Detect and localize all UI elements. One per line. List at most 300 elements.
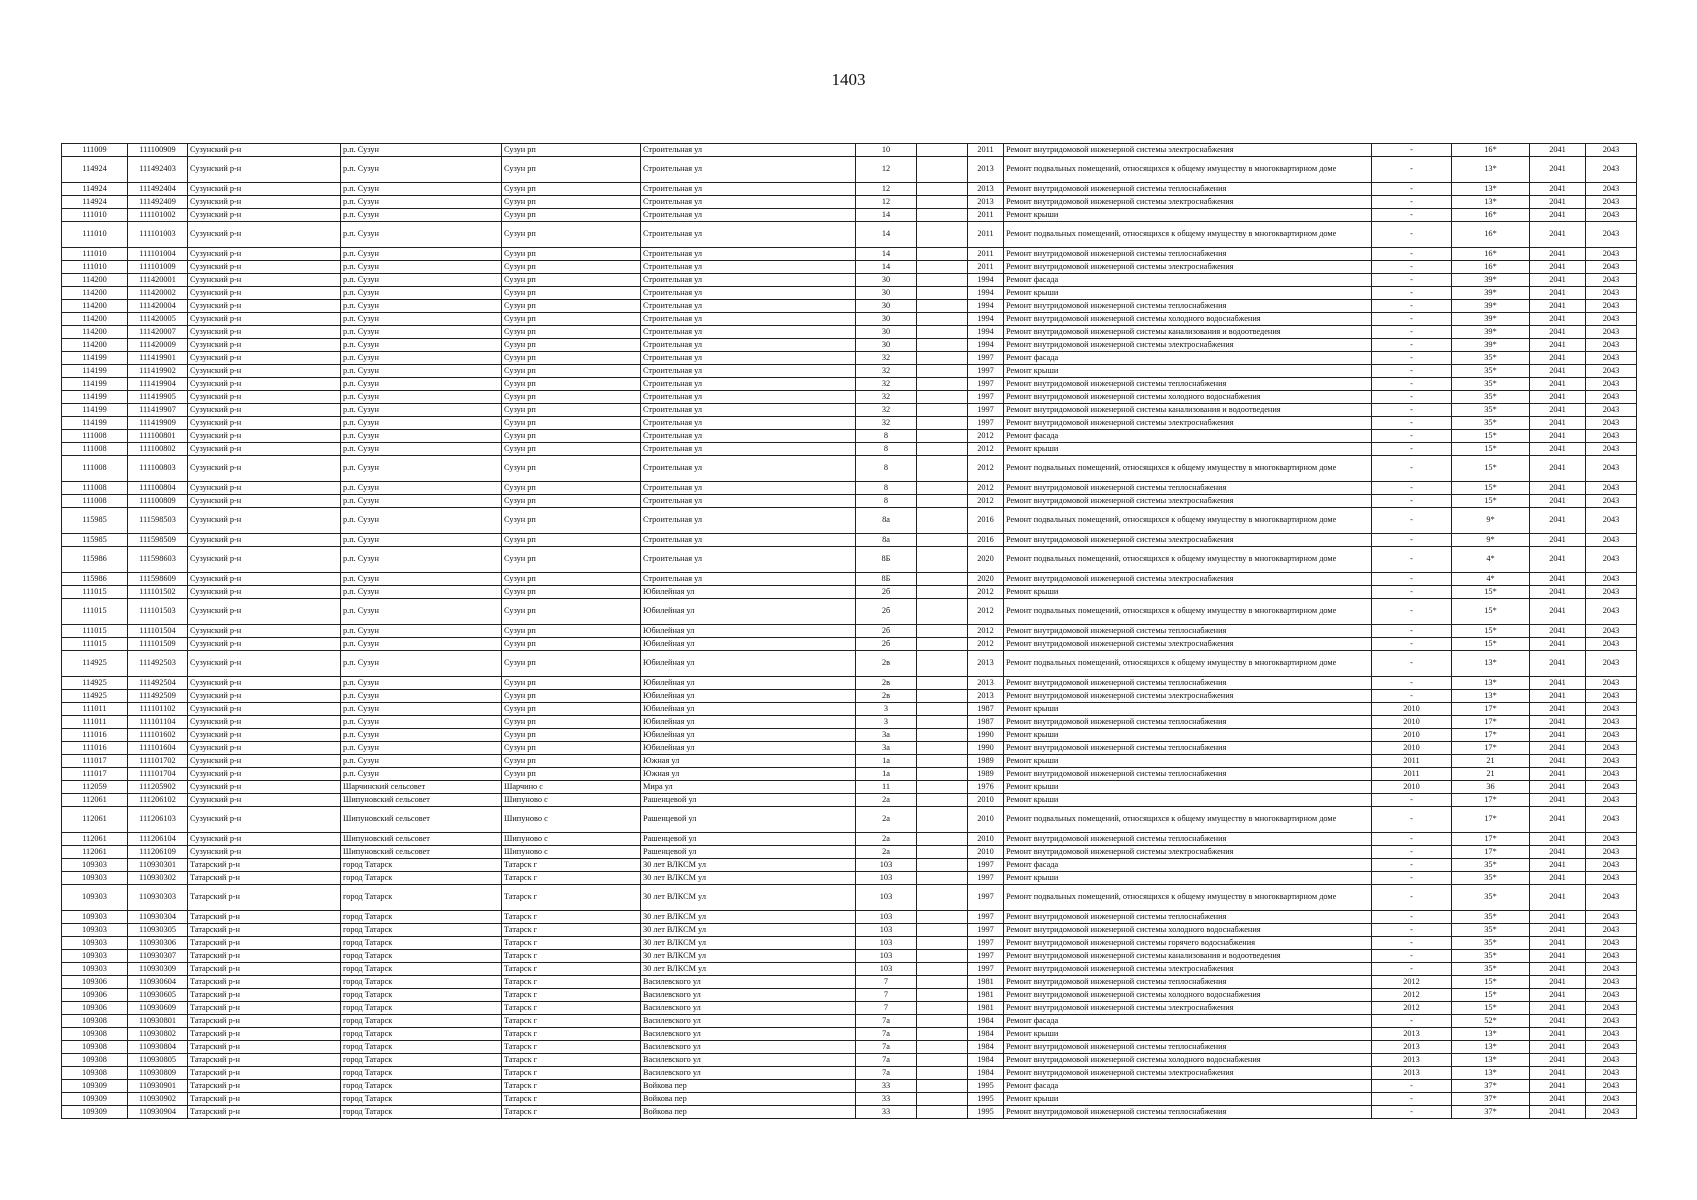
cell-street: Строительная ул: [641, 443, 856, 456]
cell-element-id: 110930309: [128, 963, 188, 976]
cell-house-number: 7а: [856, 1054, 917, 1067]
cell-wear-percent: 39*: [1452, 287, 1530, 300]
cell-district: Сузунский р-н: [188, 846, 341, 859]
cell-plan-start-year: 2041: [1530, 742, 1586, 755]
cell-building: [917, 443, 968, 456]
cell-municipality: р.п. Сузун: [341, 677, 502, 690]
cell-settlement: Татарск г: [502, 1067, 641, 1080]
cell-building: [917, 573, 968, 586]
cell-settlement: Татарск г: [502, 1028, 641, 1041]
cell-last-repair-year: -: [1372, 339, 1452, 352]
cell-house-number: 8: [856, 482, 917, 495]
cell-last-repair-year: -: [1372, 157, 1452, 183]
cell-house-number: 2в: [856, 690, 917, 703]
cell-district: Татарский р-н: [188, 1041, 341, 1054]
cell-street: 30 лет ВЛКСМ ул: [641, 924, 856, 937]
cell-street: Василевского ул: [641, 1067, 856, 1080]
cell-year-built: 1997: [968, 404, 1004, 417]
cell-house-id: 114200: [62, 326, 128, 339]
cell-year-built: 1997: [968, 911, 1004, 924]
table-row: [62, 1002, 1637, 1015]
cell-house-number: 2б: [856, 586, 917, 599]
cell-plan-start-year: 2041: [1530, 573, 1586, 586]
cell-street: Строительная ул: [641, 287, 856, 300]
table-row: [62, 729, 1637, 742]
cell-street: Строительная ул: [641, 274, 856, 287]
cell-house-number: 33: [856, 1080, 917, 1093]
cell-house-id: 112059: [62, 781, 128, 794]
cell-district: Татарский р-н: [188, 872, 341, 885]
cell-plan-start-year: 2041: [1530, 144, 1586, 157]
cell-work-type: Ремонт внутридомовой инженерной системы холодного водоснабжения: [1004, 313, 1372, 326]
cell-street: Юбилейная ул: [641, 716, 856, 729]
table-row: [62, 157, 1637, 183]
cell-district: Сузунский р-н: [188, 651, 341, 677]
cell-municipality: р.п. Сузун: [341, 378, 502, 391]
cell-municipality: город Татарск: [341, 1080, 502, 1093]
cell-house-number: 12: [856, 183, 917, 196]
table-row: [62, 534, 1637, 547]
cell-element-id: 111598503: [128, 508, 188, 534]
cell-year-built: 2010: [968, 833, 1004, 846]
cell-work-type: Ремонт фасада: [1004, 859, 1372, 872]
cell-plan-end-year: 2043: [1586, 924, 1637, 937]
cell-year-built: 2012: [968, 625, 1004, 638]
cell-year-built: 2013: [968, 196, 1004, 209]
cell-work-type: Ремонт крыши: [1004, 209, 1372, 222]
cell-street: Рашенцевой ул: [641, 794, 856, 807]
cell-building: [917, 183, 968, 196]
cell-house-number: 103: [856, 872, 917, 885]
cell-house-id: 109303: [62, 924, 128, 937]
cell-settlement: Сузун рп: [502, 352, 641, 365]
cell-street: Строительная ул: [641, 547, 856, 573]
cell-plan-start-year: 2041: [1530, 495, 1586, 508]
table-row: [62, 313, 1637, 326]
cell-municipality: город Татарск: [341, 859, 502, 872]
cell-settlement: Сузун рп: [502, 534, 641, 547]
table-row: [62, 885, 1637, 911]
cell-building: [917, 248, 968, 261]
cell-plan-start-year: 2041: [1530, 157, 1586, 183]
cell-street: Войкова пер: [641, 1106, 856, 1119]
cell-street: Юбилейная ул: [641, 742, 856, 755]
cell-element-id: 111419907: [128, 404, 188, 417]
cell-plan-end-year: 2043: [1586, 872, 1637, 885]
cell-building: [917, 976, 968, 989]
table-row: [62, 352, 1637, 365]
cell-last-repair-year: -: [1372, 950, 1452, 963]
cell-district: Сузунский р-н: [188, 287, 341, 300]
cell-plan-start-year: 2041: [1530, 1080, 1586, 1093]
cell-year-built: 2013: [968, 183, 1004, 196]
table-row: [62, 859, 1637, 872]
cell-house-number: 3: [856, 703, 917, 716]
table-row: [62, 924, 1637, 937]
cell-district: Сузунский р-н: [188, 365, 341, 378]
cell-settlement: Татарск г: [502, 911, 641, 924]
cell-house-id: 112061: [62, 807, 128, 833]
cell-wear-percent: 39*: [1452, 274, 1530, 287]
cell-house-id: 111015: [62, 638, 128, 651]
cell-plan-start-year: 2041: [1530, 846, 1586, 859]
cell-element-id: 111100802: [128, 443, 188, 456]
cell-district: Татарский р-н: [188, 963, 341, 976]
cell-settlement: Шипуново с: [502, 807, 641, 833]
cell-work-type: Ремонт подвальных помещений, относящихся к общему имуществу в многоквартирном доме: [1004, 222, 1372, 248]
cell-wear-percent: 35*: [1452, 417, 1530, 430]
cell-wear-percent: 13*: [1452, 1054, 1530, 1067]
cell-building: [917, 1080, 968, 1093]
cell-house-number: 8: [856, 456, 917, 482]
cell-house-id: 111017: [62, 755, 128, 768]
cell-house-number: 2а: [856, 833, 917, 846]
cell-plan-start-year: 2041: [1530, 443, 1586, 456]
cell-work-type: Ремонт внутридомовой инженерной системы холодного водоснабжения: [1004, 391, 1372, 404]
cell-last-repair-year: 2011: [1372, 768, 1452, 781]
cell-work-type: Ремонт внутридомовой инженерной системы теплоснабжения: [1004, 625, 1372, 638]
cell-house-number: 7а: [856, 1041, 917, 1054]
cell-plan-end-year: 2043: [1586, 768, 1637, 781]
cell-plan-start-year: 2041: [1530, 963, 1586, 976]
cell-house-number: 10: [856, 144, 917, 157]
cell-plan-start-year: 2041: [1530, 1028, 1586, 1041]
cell-year-built: 1984: [968, 1028, 1004, 1041]
cell-wear-percent: 17*: [1452, 729, 1530, 742]
table-row: [62, 443, 1637, 456]
cell-house-id: 114200: [62, 287, 128, 300]
cell-wear-percent: 17*: [1452, 833, 1530, 846]
cell-wear-percent: 35*: [1452, 885, 1530, 911]
cell-wear-percent: 35*: [1452, 391, 1530, 404]
cell-street: Строительная ул: [641, 339, 856, 352]
cell-year-built: 1997: [968, 937, 1004, 950]
cell-house-id: 109308: [62, 1054, 128, 1067]
cell-house-number: 33: [856, 1093, 917, 1106]
cell-year-built: 2012: [968, 586, 1004, 599]
cell-year-built: 1994: [968, 300, 1004, 313]
cell-year-built: 1997: [968, 859, 1004, 872]
cell-house-number: 33: [856, 1106, 917, 1119]
cell-district: Сузунский р-н: [188, 573, 341, 586]
cell-plan-start-year: 2041: [1530, 976, 1586, 989]
cell-last-repair-year: -: [1372, 248, 1452, 261]
cell-municipality: город Татарск: [341, 1002, 502, 1015]
cell-house-id: 114199: [62, 378, 128, 391]
cell-wear-percent: 35*: [1452, 950, 1530, 963]
cell-year-built: 2016: [968, 508, 1004, 534]
cell-settlement: Сузун рп: [502, 547, 641, 573]
cell-element-id: 111492504: [128, 677, 188, 690]
cell-wear-percent: 35*: [1452, 963, 1530, 976]
cell-plan-end-year: 2043: [1586, 690, 1637, 703]
cell-wear-percent: 39*: [1452, 326, 1530, 339]
cell-street: Мира ул: [641, 781, 856, 794]
cell-house-id: 111016: [62, 729, 128, 742]
cell-settlement: Сузун рп: [502, 690, 641, 703]
cell-house-id: 109303: [62, 963, 128, 976]
cell-plan-start-year: 2041: [1530, 690, 1586, 703]
cell-district: Татарский р-н: [188, 924, 341, 937]
table-row: [62, 456, 1637, 482]
cell-house-id: 109309: [62, 1093, 128, 1106]
cell-work-type: Ремонт внутридомовой инженерной системы холодного водоснабжения: [1004, 924, 1372, 937]
table-row: [62, 976, 1637, 989]
cell-house-id: 114924: [62, 196, 128, 209]
cell-wear-percent: 13*: [1452, 1067, 1530, 1080]
cell-wear-percent: 16*: [1452, 248, 1530, 261]
cell-plan-end-year: 2043: [1586, 482, 1637, 495]
cell-street: Юбилейная ул: [641, 625, 856, 638]
cell-last-repair-year: -: [1372, 846, 1452, 859]
cell-work-type: Ремонт внутридомовой инженерной системы электроснабжения: [1004, 417, 1372, 430]
cell-house-number: 32: [856, 378, 917, 391]
cell-building: [917, 846, 968, 859]
cell-municipality: р.п. Сузун: [341, 339, 502, 352]
cell-street: Василевского ул: [641, 989, 856, 1002]
cell-municipality: Шипуновский сельсовет: [341, 794, 502, 807]
cell-settlement: Сузун рп: [502, 729, 641, 742]
table-row: [62, 1041, 1637, 1054]
cell-settlement: Татарск г: [502, 1002, 641, 1015]
cell-building: [917, 404, 968, 417]
cell-element-id: 110930306: [128, 937, 188, 950]
cell-house-number: 3: [856, 716, 917, 729]
cell-street: Юбилейная ул: [641, 599, 856, 625]
table-row: [62, 989, 1637, 1002]
table-row: [62, 300, 1637, 313]
cell-element-id: 110930802: [128, 1028, 188, 1041]
cell-last-repair-year: 2013: [1372, 1041, 1452, 1054]
cell-house-id: 109303: [62, 872, 128, 885]
cell-settlement: Татарск г: [502, 976, 641, 989]
cell-wear-percent: 13*: [1452, 157, 1530, 183]
cell-building: [917, 495, 968, 508]
cell-municipality: Шарчинский сельсовет: [341, 781, 502, 794]
cell-house-number: 2в: [856, 651, 917, 677]
cell-house-id: 109303: [62, 859, 128, 872]
table-row: [62, 950, 1637, 963]
cell-plan-start-year: 2041: [1530, 287, 1586, 300]
cell-last-repair-year: -: [1372, 937, 1452, 950]
cell-street: Строительная ул: [641, 209, 856, 222]
cell-house-number: 8: [856, 430, 917, 443]
cell-municipality: р.п. Сузун: [341, 352, 502, 365]
cell-last-repair-year: 2010: [1372, 729, 1452, 742]
cell-year-built: 1987: [968, 703, 1004, 716]
cell-settlement: Сузун рп: [502, 443, 641, 456]
cell-street: Юбилейная ул: [641, 690, 856, 703]
cell-work-type: Ремонт крыши: [1004, 287, 1372, 300]
cell-element-id: 111492404: [128, 183, 188, 196]
cell-year-built: 2012: [968, 430, 1004, 443]
cell-work-type: Ремонт внутридомовой инженерной системы теплоснабжения: [1004, 248, 1372, 261]
cell-house-number: 30: [856, 287, 917, 300]
cell-element-id: 110930307: [128, 950, 188, 963]
cell-building: [917, 1106, 968, 1119]
cell-year-built: 1994: [968, 287, 1004, 300]
cell-municipality: р.п. Сузун: [341, 729, 502, 742]
cell-year-built: 2012: [968, 482, 1004, 495]
cell-building: [917, 911, 968, 924]
cell-last-repair-year: -: [1372, 365, 1452, 378]
cell-plan-start-year: 2041: [1530, 508, 1586, 534]
cell-element-id: 110930302: [128, 872, 188, 885]
cell-plan-end-year: 2043: [1586, 144, 1637, 157]
cell-year-built: 2016: [968, 534, 1004, 547]
cell-house-id: 111009: [62, 144, 128, 157]
cell-plan-start-year: 2041: [1530, 638, 1586, 651]
cell-street: Рашенцевой ул: [641, 846, 856, 859]
cell-element-id: 110930604: [128, 976, 188, 989]
cell-street: Строительная ул: [641, 313, 856, 326]
cell-house-id: 111015: [62, 586, 128, 599]
table-row: [62, 365, 1637, 378]
cell-street: Юбилейная ул: [641, 586, 856, 599]
cell-plan-start-year: 2041: [1530, 209, 1586, 222]
cell-district: Татарский р-н: [188, 859, 341, 872]
table-row: [62, 196, 1637, 209]
cell-last-repair-year: 2013: [1372, 1028, 1452, 1041]
cell-plan-end-year: 2043: [1586, 326, 1637, 339]
table-row: [62, 391, 1637, 404]
cell-municipality: р.п. Сузун: [341, 157, 502, 183]
cell-plan-start-year: 2041: [1530, 1067, 1586, 1080]
cell-house-id: 114925: [62, 651, 128, 677]
cell-plan-start-year: 2041: [1530, 807, 1586, 833]
cell-municipality: р.п. Сузун: [341, 534, 502, 547]
cell-last-repair-year: -: [1372, 573, 1452, 586]
cell-last-repair-year: -: [1372, 872, 1452, 885]
cell-plan-end-year: 2043: [1586, 1093, 1637, 1106]
cell-work-type: Ремонт внутридомовой инженерной системы теплоснабжения: [1004, 1041, 1372, 1054]
cell-district: Сузунский р-н: [188, 781, 341, 794]
cell-work-type: Ремонт крыши: [1004, 703, 1372, 716]
cell-street: Южная ул: [641, 768, 856, 781]
cell-work-type: Ремонт внутридомовой инженерной системы электроснабжения: [1004, 261, 1372, 274]
table-row: [62, 573, 1637, 586]
cell-municipality: город Татарск: [341, 963, 502, 976]
cell-plan-start-year: 2041: [1530, 482, 1586, 495]
cell-house-id: 114924: [62, 183, 128, 196]
cell-settlement: Сузун рп: [502, 183, 641, 196]
cell-last-repair-year: -: [1372, 1015, 1452, 1028]
cell-building: [917, 638, 968, 651]
cell-district: Сузунский р-н: [188, 768, 341, 781]
cell-house-number: 30: [856, 339, 917, 352]
cell-house-number: 12: [856, 157, 917, 183]
cell-last-repair-year: -: [1372, 1093, 1452, 1106]
cell-municipality: р.п. Сузун: [341, 144, 502, 157]
cell-settlement: Сузун рп: [502, 144, 641, 157]
cell-work-type: Ремонт крыши: [1004, 729, 1372, 742]
cell-district: Сузунский р-н: [188, 534, 341, 547]
table-row: [62, 417, 1637, 430]
cell-building: [917, 287, 968, 300]
cell-plan-end-year: 2043: [1586, 274, 1637, 287]
cell-settlement: Шипуново с: [502, 846, 641, 859]
cell-settlement: Сузун рп: [502, 586, 641, 599]
cell-element-id: 111101104: [128, 716, 188, 729]
cell-wear-percent: 15*: [1452, 482, 1530, 495]
cell-district: Сузунский р-н: [188, 833, 341, 846]
cell-work-type: Ремонт внутридомовой инженерной системы теплоснабжения: [1004, 911, 1372, 924]
cell-house-number: 7: [856, 1002, 917, 1015]
cell-municipality: город Татарск: [341, 1054, 502, 1067]
cell-plan-start-year: 2041: [1530, 352, 1586, 365]
cell-plan-start-year: 2041: [1530, 859, 1586, 872]
cell-plan-end-year: 2043: [1586, 287, 1637, 300]
cell-element-id: 111492509: [128, 690, 188, 703]
cell-settlement: Сузун рп: [502, 768, 641, 781]
cell-work-type: Ремонт подвальных помещений, относящихся к общему имуществу в многоквартирном доме: [1004, 547, 1372, 573]
cell-street: Строительная ул: [641, 183, 856, 196]
cell-district: Сузунский р-н: [188, 482, 341, 495]
cell-municipality: город Татарск: [341, 937, 502, 950]
cell-work-type: Ремонт внутридомовой инженерной системы теплоснабжения: [1004, 378, 1372, 391]
cell-plan-end-year: 2043: [1586, 937, 1637, 950]
cell-last-repair-year: -: [1372, 404, 1452, 417]
cell-district: Сузунский р-н: [188, 417, 341, 430]
cell-last-repair-year: -: [1372, 690, 1452, 703]
cell-year-built: 1984: [968, 1067, 1004, 1080]
cell-element-id: 110930801: [128, 1015, 188, 1028]
cell-element-id: 111419905: [128, 391, 188, 404]
cell-plan-end-year: 2043: [1586, 794, 1637, 807]
cell-last-repair-year: -: [1372, 885, 1452, 911]
cell-district: Сузунский р-н: [188, 703, 341, 716]
cell-building: [917, 703, 968, 716]
cell-work-type: Ремонт фасада: [1004, 1015, 1372, 1028]
cell-work-type: Ремонт внутридомовой инженерной системы электроснабжения: [1004, 1067, 1372, 1080]
cell-building: [917, 430, 968, 443]
cell-district: Сузунский р-н: [188, 729, 341, 742]
table-row: [62, 326, 1637, 339]
cell-element-id: 111101604: [128, 742, 188, 755]
cell-work-type: Ремонт крыши: [1004, 1028, 1372, 1041]
cell-district: Татарский р-н: [188, 1106, 341, 1119]
table-row: [62, 833, 1637, 846]
cell-wear-percent: 16*: [1452, 222, 1530, 248]
cell-plan-end-year: 2043: [1586, 313, 1637, 326]
cell-plan-end-year: 2043: [1586, 430, 1637, 443]
cell-building: [917, 1041, 968, 1054]
cell-street: Строительная ул: [641, 378, 856, 391]
cell-year-built: 1984: [968, 1041, 1004, 1054]
cell-municipality: р.п. Сузун: [341, 183, 502, 196]
cell-house-number: 30: [856, 274, 917, 287]
cell-plan-start-year: 2041: [1530, 924, 1586, 937]
cell-plan-end-year: 2043: [1586, 352, 1637, 365]
cell-plan-end-year: 2043: [1586, 885, 1637, 911]
cell-plan-end-year: 2043: [1586, 365, 1637, 378]
cell-last-repair-year: -: [1372, 599, 1452, 625]
cell-house-number: 32: [856, 417, 917, 430]
cell-settlement: Сузун рп: [502, 638, 641, 651]
cell-municipality: р.п. Сузун: [341, 768, 502, 781]
cell-work-type: Ремонт внутридомовой инженерной системы электроснабжения: [1004, 196, 1372, 209]
cell-street: 30 лет ВЛКСМ ул: [641, 911, 856, 924]
cell-municipality: Шипуновский сельсовет: [341, 846, 502, 859]
cell-element-id: 111492409: [128, 196, 188, 209]
table-row: [62, 638, 1637, 651]
cell-wear-percent: 17*: [1452, 703, 1530, 716]
cell-element-id: 111100803: [128, 456, 188, 482]
cell-last-repair-year: -: [1372, 196, 1452, 209]
cell-element-id: 111101502: [128, 586, 188, 599]
table-row: [62, 794, 1637, 807]
cell-street: Строительная ул: [641, 456, 856, 482]
